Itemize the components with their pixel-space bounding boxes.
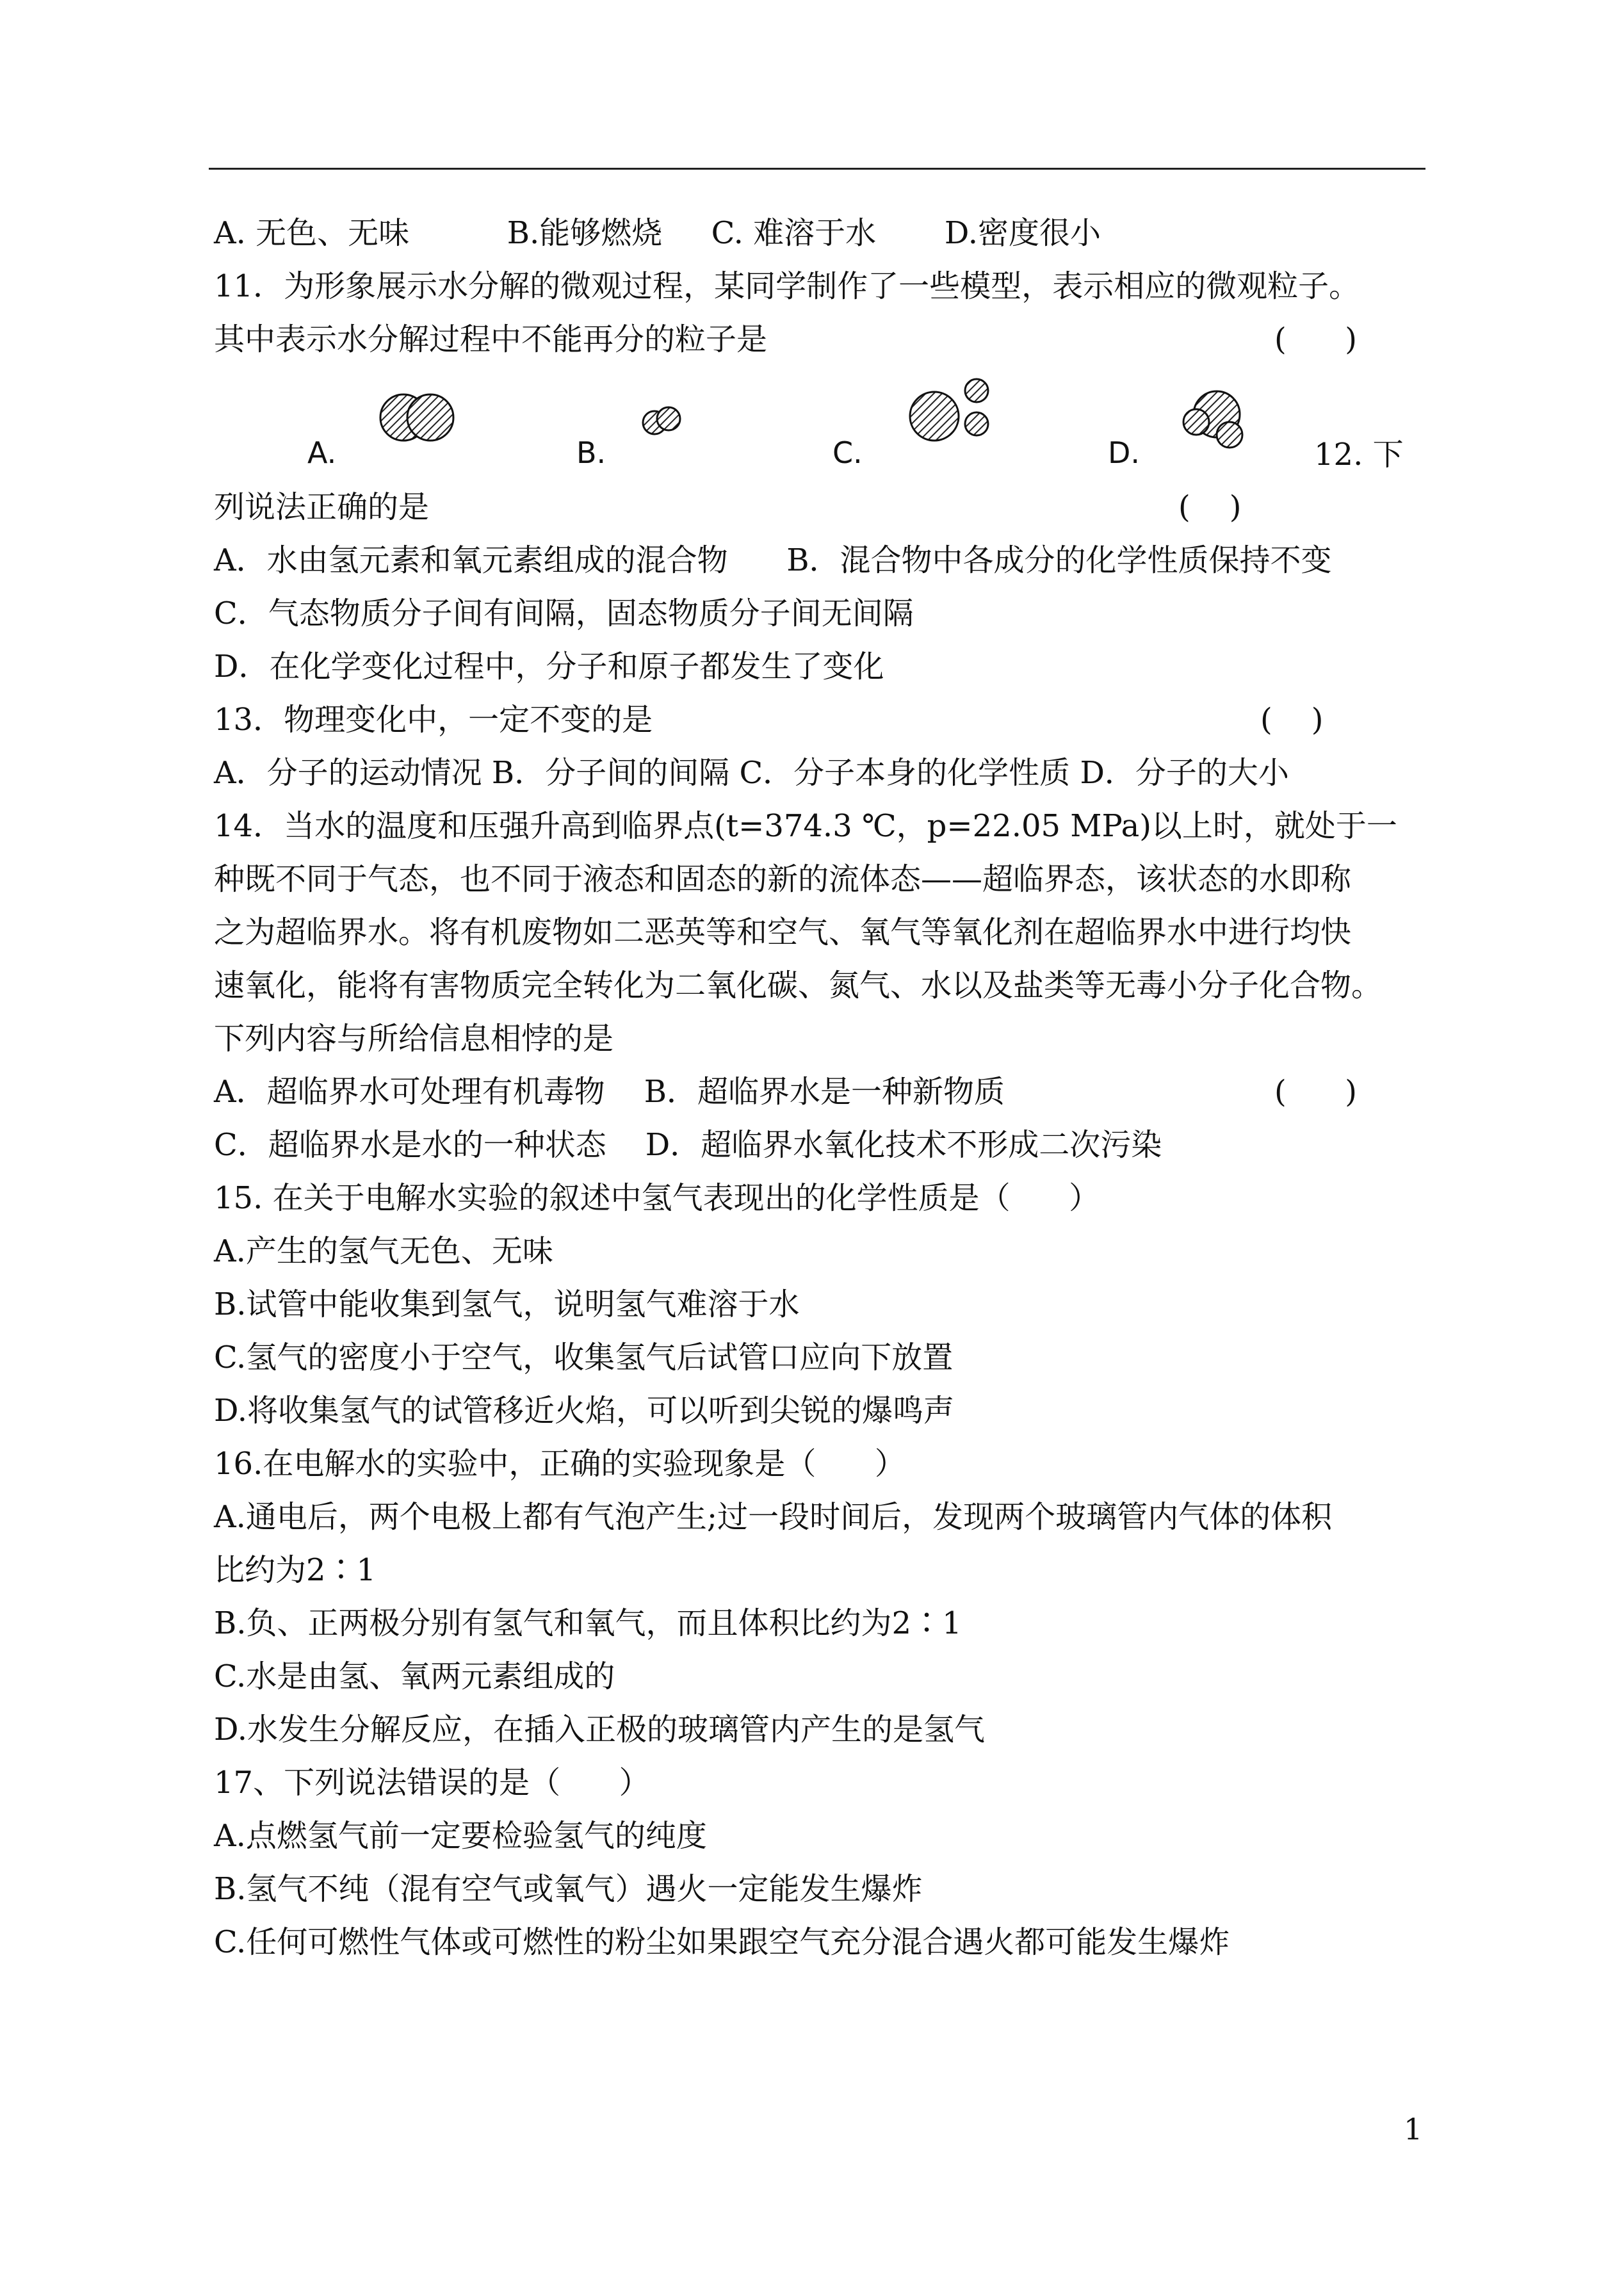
- q15-option-a: A.产生的氢气无色、无味: [214, 1233, 553, 1269]
- model-b-molecule-icon: [640, 403, 698, 442]
- q15-option-d: D.将收集氢气的试管移近火焰，可以听到尖锐的爆鸣声: [214, 1393, 955, 1429]
- q12-option-a-b: A．水由氢元素和氧元素组成的混合物 B．混合物中各成分的化学性质保持不变: [214, 542, 1332, 578]
- q11-stem-line2: 其中表示水分解过程中不能再分的粒子是: [214, 321, 768, 357]
- q13-stem: 13．物理变化中，一定不变的是: [214, 702, 653, 738]
- q12-answer-blank: ( ): [1178, 489, 1242, 525]
- q15-stem: 15. 在关于电解水实验的叙述中氢气表现出的化学性质是（ ）: [214, 1180, 1100, 1216]
- q14-stem-line5: 下列内容与所给信息相悖的是: [214, 1021, 614, 1057]
- q16-option-a-line1: A.通电后，两个电极上都有气泡产生;过一段时间后，发现两个玻璃管内气体的体积: [214, 1499, 1333, 1535]
- q14-stem-line1: 14．当水的温度和压强升高到临界点(t=374.3 ℃，p=22.05 MPa)以上时，就处于一: [214, 808, 1397, 844]
- q16-stem: 16.在电解水的实验中，正确的实验现象是（ ）: [214, 1446, 905, 1482]
- q11-answer-blank: ( ): [1274, 321, 1357, 357]
- q15-option-c: C.氢气的密度小于空气，收集氢气后试管口应向下放置: [214, 1340, 954, 1375]
- q17-option-c: C.任何可燃性气体或可燃性的粉尘如果跟空气充分混合遇火都可能发生爆炸: [214, 1924, 1230, 1960]
- q12-option-c: C．气态物质分子间有间隔，固态物质分子间无间隔: [214, 596, 914, 631]
- q10-options: A. 无色、无味 B.能够燃烧 C. 难溶于水 D.密度很小: [214, 215, 1101, 251]
- model-c-atoms-icon: [906, 371, 996, 455]
- page-number: 1: [1404, 2112, 1423, 2146]
- q14-stem-line3: 之为超临界水。将有机废物如二恶英等和空气、氧气等氧化剂在超临界水中进行均快: [214, 914, 1352, 950]
- q14-answer-blank: ( ): [1274, 1074, 1357, 1110]
- q17-stem: 17、下列说法错误的是（ ）: [214, 1765, 650, 1801]
- q15-option-b: B.试管中能收集到氢气，说明氢气难溶于水: [214, 1286, 800, 1322]
- q12-option-d: D．在化学变化过程中，分子和原子都发生了变化: [214, 649, 884, 685]
- q14-stem-line2: 种既不同于气态，也不同于液态和固态的新的流体态——超临界态，该状态的水即称: [214, 861, 1352, 897]
- q12-stem: 列说法正确的是: [214, 489, 430, 525]
- model-d: D.: [1108, 378, 1274, 487]
- q16-option-b: B.负、正两极分别有氢气和氧气，而且体积比约为2∶1: [214, 1605, 962, 1641]
- q17-option-b: B.氢气不纯（混有空气或氧气）遇火一定能发生爆炸: [214, 1871, 923, 1907]
- q14-option-a-b: A．超临界水可处理有机毒物 B．超临界水是一种新物质: [214, 1074, 1005, 1110]
- q13-answer-blank: ( ): [1260, 702, 1324, 738]
- header-rule: [209, 168, 1425, 170]
- q14-stem-line4: 速氧化，能将有害物质完全转化为二氧化碳、氮气、水以及盐类等无毒小分子化合物。: [214, 968, 1383, 1003]
- q12-number: 12. 下: [1314, 437, 1404, 473]
- model-a-molecule-icon: [378, 391, 467, 448]
- particle-models-figure: [301, 378, 1338, 487]
- model-a: A.: [301, 378, 467, 487]
- q16-option-c: C.水是由氢、氧两元素组成的: [214, 1658, 615, 1694]
- q16-option-a-line2: 比约为2∶1: [214, 1552, 377, 1588]
- model-d-molecule-icon: [1178, 381, 1268, 458]
- q17-option-a: A.点燃氢气前一定要检验氢气的纯度: [214, 1818, 707, 1854]
- model-c: C.: [832, 371, 999, 487]
- q11-stem-line1: 11．为形象展示水分解的微观过程，某同学制作了一些模型，表示相应的微观粒子。: [214, 268, 1360, 304]
- q16-option-d: D.水发生分解反应，在插入正极的玻璃管内产生的是氢气: [214, 1712, 986, 1748]
- model-b: B.: [576, 378, 717, 487]
- q14-option-c-d: C．超临界水是水的一种状态 D．超临界水氧化技术不形成二次污染: [214, 1127, 1162, 1163]
- q13-options: A．分子的运动情况 B．分子间的间隔 C．分子本身的化学性质 D．分子的大小: [214, 755, 1289, 791]
